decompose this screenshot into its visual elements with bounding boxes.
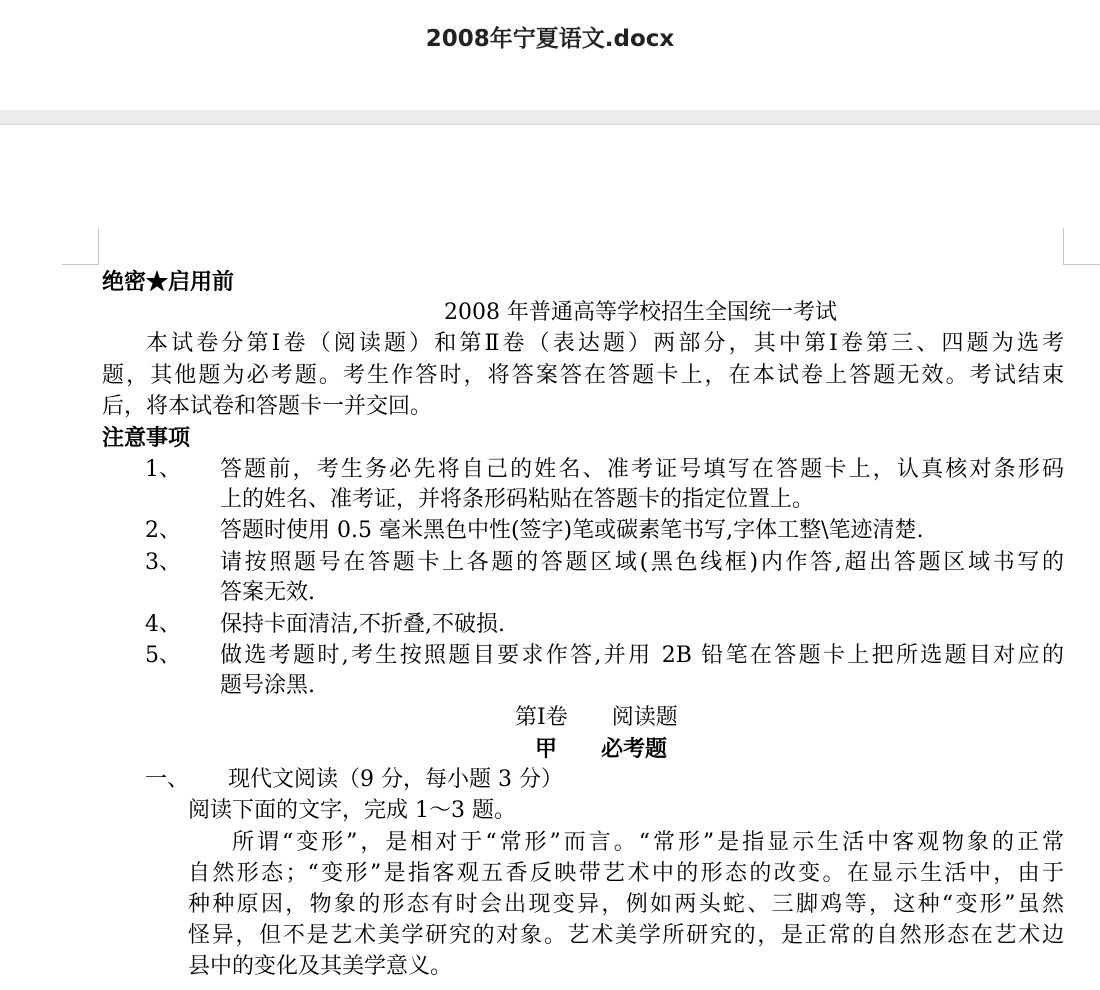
exam-title: 2008 年普通高等学校招生全国统一考试: [444, 300, 837, 325]
note-2-number: 2、: [145, 518, 181, 543]
intro-line-3: 后，将本试卷和答题卡一并交回。: [102, 394, 433, 419]
note-1-number: 1、: [145, 457, 181, 482]
question-1-number: 一、: [145, 767, 190, 792]
note-1-line-2: 上的姓名、准考证，并将条形码粘贴在答题卡的指定位置上。: [220, 487, 815, 512]
note-3-number: 3、: [145, 550, 181, 575]
document-title: 2008年宁夏语文.docx: [425, 26, 675, 52]
margin-corner-top-left: [62, 228, 99, 265]
margin-corner-top-right: [1063, 228, 1100, 265]
passage-line-1: 所谓“变形”，是相对于“常形”而言。“常形”是指显示生活中客观物象的正常: [232, 830, 1064, 855]
document-page[interactable]: [0, 125, 1100, 990]
volume-heading: 第Ⅰ卷 阅读题: [515, 705, 678, 730]
passage-line-4: 怪异，但不是艺术美学研究的对象。艺术美学所研究的，是正常的自然形态在艺术边: [188, 923, 1064, 948]
note-3-line-2: 答案无效.: [220, 580, 315, 605]
notes-heading: 注意事项: [102, 425, 191, 451]
intro-line-2: 题，其他题为必考题。考生作答时，将答案答在答题卡上，在本试卷上答题无效。考试结束: [102, 363, 1064, 388]
section-heading: 甲 必考题: [535, 736, 668, 762]
reading-instruction: 阅读下面的文字，完成 1～3 题。: [188, 798, 516, 823]
note-5-number: 5、: [145, 643, 181, 668]
note-2-line-1: 答题时使用 0.5 毫米黑色中性(签字)笔或碳素笔书写,字体工整\笔迹清楚.: [220, 518, 924, 543]
note-5-line-1: 做选考题时,考生按照题目要求作答,并用 2B 铅笔在答题卡上把所选题目对应的: [220, 643, 1064, 668]
question-1-title: 现代文阅读（9 分，每小题 3 分）: [228, 767, 563, 792]
passage-line-5: 县中的变化及其美学意义。: [188, 954, 453, 979]
note-5-line-2: 题号涂黑.: [220, 673, 315, 698]
note-3-line-1: 请按照题号在答题卡上各题的答题区域(黑色线框)内作答,超出答题区域书写的: [220, 550, 1064, 575]
intro-line-1: 本试卷分第Ⅰ卷（阅读题）和第Ⅱ卷（表达题）两部分，其中第Ⅰ卷第三、四题为选考: [146, 331, 1064, 356]
note-4-number: 4、: [145, 612, 181, 637]
passage-line-2: 自然形态；“变形”是指客观五香反映带艺术中的形态的改变。在显示生活中，由于: [188, 861, 1064, 886]
page-gutter: [0, 110, 1100, 125]
passage-line-3: 种种原因，物象的形态有时会出现变异，例如两头蛇、三脚鸡等，这种“变形”虽然: [188, 892, 1064, 917]
title-bar: [0, 0, 1100, 110]
note-1-line-1: 答题前，考生务必先将自己的姓名、准考证号填写在答题卡上，认真核对条形码: [220, 457, 1064, 482]
confidential-label: 绝密★启用前: [102, 269, 235, 295]
note-4-line-1: 保持卡面清洁,不折叠,不破损.: [220, 612, 505, 637]
